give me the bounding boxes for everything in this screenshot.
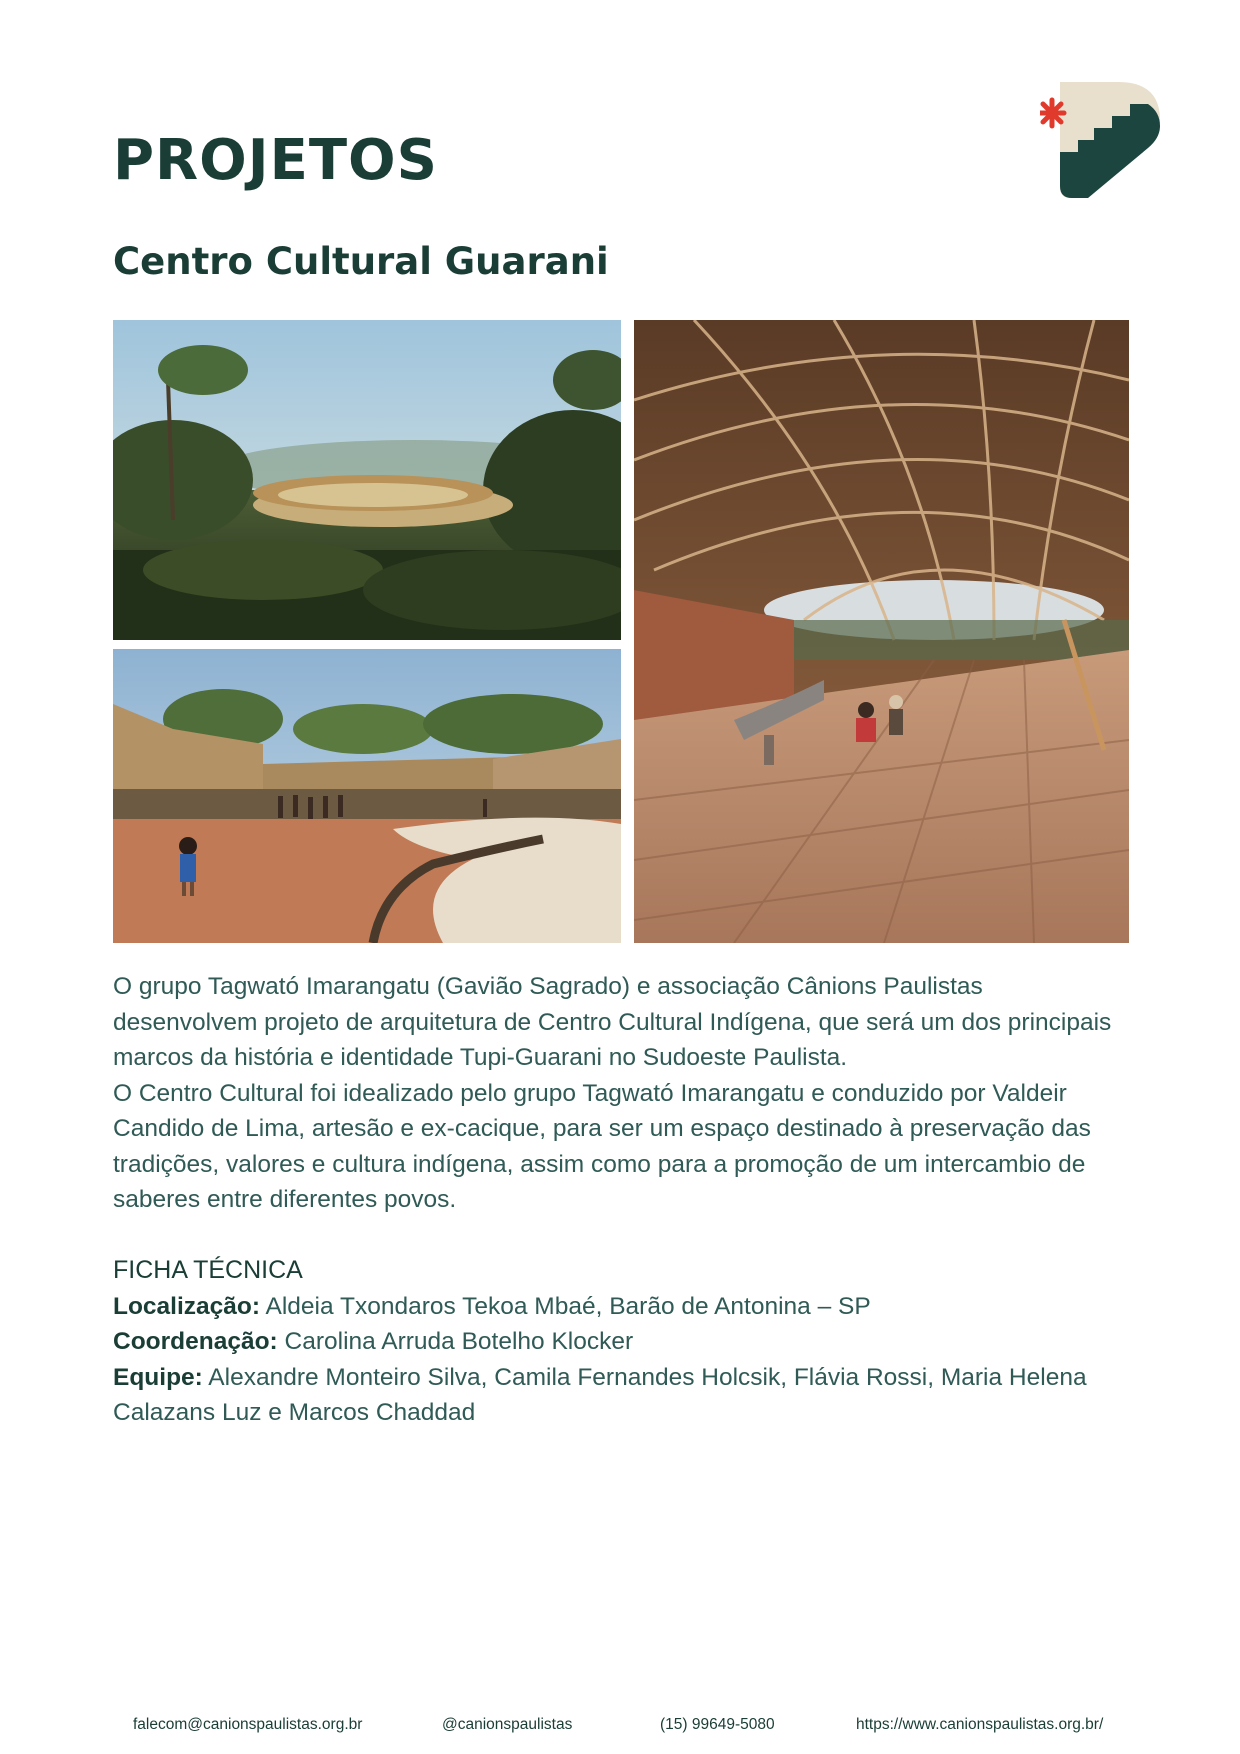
page-title: PROJETOS [113,128,438,193]
footer-website-link[interactable]: https://www.canionspaulistas.org.br/ [856,1716,1104,1733]
localizacao-value: Aldeia Txondaros Tekoa Mbaé, Barão de Antonina – SP [260,1292,871,1320]
canions-paulistas-logo-icon [1040,82,1160,198]
footer-email-link[interactable]: falecom@canionspaulistas.org.br [133,1716,363,1733]
coordenacao-value: Carolina Arruda Botelho Klocker [277,1328,634,1355]
coordenacao-label: Coordenação: [113,1328,278,1355]
project-description [113,969,1123,1218]
description-paragraph-2: O Centro Cultural foi idealizado pelo grupo Tagwató Imarangatu e conduzido por Valdeir Candido de Lima, artesão e ex-cacique, para ser um espaço destinado à preservação das tradições, valores e cultura indígena, assim como para a promoção de um intercambio de saberes entre diferentes povos. [113,1079,1091,1213]
woven-dome-interior-render-image [634,320,1129,943]
ficha-localizacao [113,1289,1123,1325]
ficha-equipe [113,1360,1123,1431]
ficha-coordenacao [113,1324,1123,1360]
footer-social-link[interactable]: @canionspaulistas [442,1716,573,1733]
equipe-value: Alexandre Monteiro Silva, Camila Fernandes Holcsik, Flávia Rossi, Maria Helena Calazans Luz e Marcos Chaddad [113,1363,1087,1426]
forest-building-render-image [113,320,621,640]
project-title: Centro Cultural Guarani [113,240,609,283]
ficha-title: FICHA TÉCNICA [113,1256,303,1284]
footer-phone: (15) 99649-5080 [660,1716,775,1733]
localizacao-label: Localização: [113,1292,261,1320]
description-paragraph-1: O grupo Tagwató Imarangatu (Gavião Sagrado) e associação Cânions Paulistas desenvolvem projeto de arquitetura de Centro Cultural Indígena, que será um dos principais marcos da história e identidade Tupi-Guarani no Sudoeste Paulista. [113,973,1112,1071]
footer [0,1716,1240,1740]
village-plaza-render-image [113,649,621,943]
ficha-tecnica [113,1253,1123,1431]
equipe-label: Equipe: [113,1363,203,1391]
